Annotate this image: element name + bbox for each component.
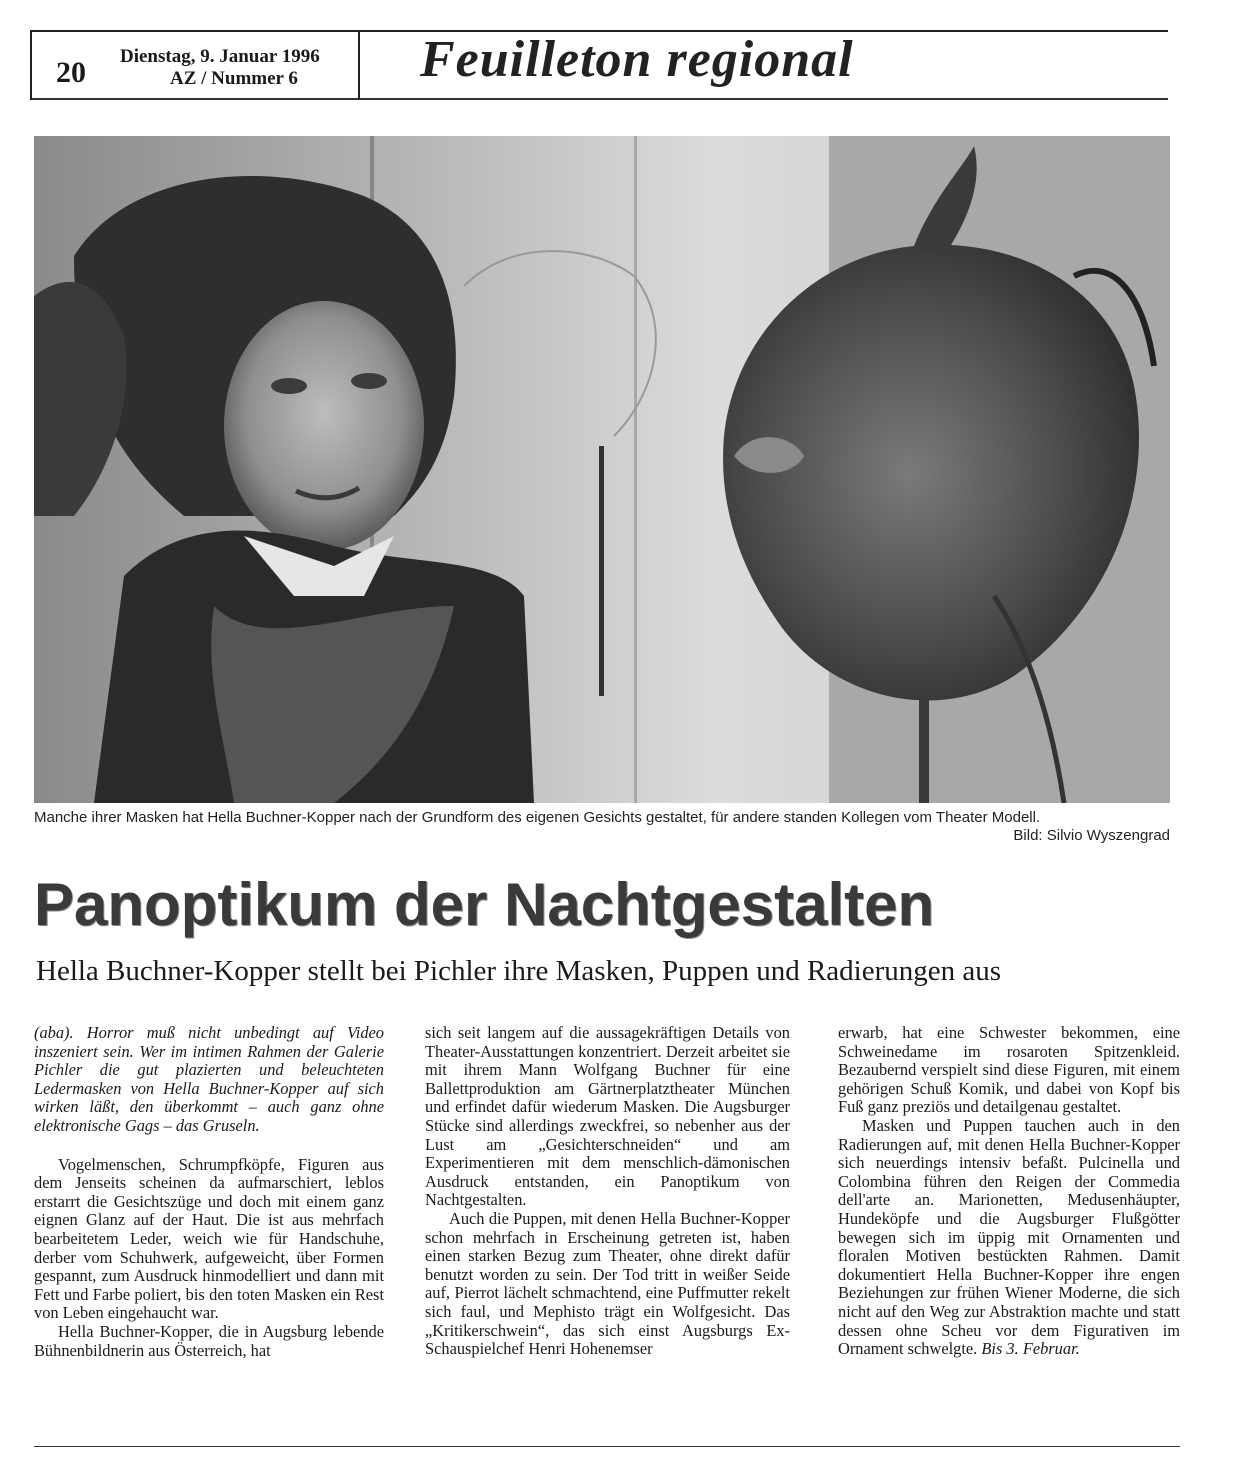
section-title: Feuilleton regional (420, 31, 854, 88)
photo-caption: Manche ihrer Masken hat Hella Buchner-Kopper nach der Grundform des eigenen Gesichts gestaltet, für andere standen Kollegen vom Theater Modell. (34, 809, 1041, 826)
article-paragraph: Vogelmenschen, Schrumpfköpfe, Figuren aus dem Jenseits scheinen da aufmarschiert, leblos erstarrt die Gesichtszüge und doch mit einem ganz eignen Glanz auf der Haut. Die ist aus mehrfach bearbeitetem Leder, weich wie für Handschuhe, derber vom Schuhwerk, aufgeweicht, über Formen gespannt, zum Ausdruck hinmodelliert und dann mit Fett und Farbe poliert, bis den toten Masken ein Rest von Leben eingehaucht war. (34, 1154, 384, 1323)
article-paragraph (838, 1117, 1180, 1359)
article-lead: (aba). Horror muß nicht unbedingt auf Video inszeniert sein. Wer im intimen Rahmen der Galerie Pichler die gut plazierten und beleuchteten Ledermasken von Hella Buchner-Kopper auf sich wirken läßt, den überkommt – auch ganz ohne elektronische Gags – das Gruseln. (34, 1023, 384, 1135)
article-paragraph: erwarb, hat eine Schwester bekommen, eine Schweinedame im rosaroten Spitzenkleid. Bezaubernd verspielt sind diese Figuren, mit einem gehörigen Schuß Komik, und dabei von Kopf bis Fuß ganz preziös und detailgenau gestaltet. (838, 1023, 1180, 1117)
page-number: 20 (56, 56, 86, 89)
article-headline: Panoptikum der Nachtgestalten (34, 871, 935, 938)
article-paragraph: sich seit langem auf die aussagekräftigen Details von Theater-Ausstattungen konzentriert. Derzeit arbeitet sie mit ihrem Mann Wolfgang Buchner für eine Ballettproduktion am Gärtnerplatztheater München und erfindet dafür wiederum Masken. Die Augsburger Stücke sind allerdings zweckfrei, so nebenher aus der Lust am „Gesichterschneiden“ und am Experimentieren mit dem menschlich-dämonischen Ausdruck entstanden, ein Panoptikum von Nachtgestalten. (425, 1023, 790, 1210)
bottom-rule (34, 1446, 1180, 1447)
publication-date: Dienstag, 9. Januar 1996 (120, 46, 320, 67)
photo-credit: Bild: Silvio Wyszengrad (1013, 827, 1170, 844)
article-paragraph-text: Masken und Puppen tauchen auch in den Radierungen auf, mit denen Hella Buchner-Kopper sich neuerdings intensiv befaßt. Pulcinella und Colombina führen den Reigen der Commedia dell'arte an. Marionetten, Medusenhäupter, Hundeköpfe und die Augsburger Flußgötter bewegen sich im üppig mit Ornamenten und floralen Motiven bestückten Rahmen. Damit dokumentiert Hella Buchner-Kopper ihre engen Beziehungen zur frühen Wiener Moderne, die sich nicht auf den Weg zur Abstraktion machte und statt dessen ohne Scheu vor dem Figurativen im Ornament schwelgte. (838, 1115, 1180, 1359)
header-divider (358, 30, 360, 100)
header-left-rule (30, 30, 32, 100)
header-bottom-rule (30, 98, 1168, 100)
article-paragraph: Auch die Puppen, mit denen Hella Buchner-Kopper schon mehrfach in Erscheinung getreten ist, haben einen starken Bezug zum Theater, ohne direkt dafür benutzt worden zu sein. Der Tod tritt in weißer Seide auf, Pierrot lächelt schmachtend, eine Puffmutter rekelt sich faul, und Mephisto trägt ein Wolfgesicht. Das „Kritikerschwein“, das sich einst Augsburgs Ex-Schauspielchef Henri Hohenemser (425, 1208, 790, 1359)
article-column-1 (34, 1024, 384, 1360)
article-photo (34, 136, 1170, 803)
article-column-2 (425, 1024, 790, 1359)
exhibition-end-date: Bis 3. Februar. (981, 1339, 1080, 1359)
article-paragraph: Hella Buchner-Kopper, die in Augsburg lebende Bühnenbildnerin aus Österreich, hat (34, 1321, 384, 1360)
issue-number: AZ / Nummer 6 (170, 68, 298, 89)
article-subheadline: Hella Buchner-Kopper stellt bei Pichler ihre Masken, Puppen und Radierungen aus (36, 955, 1002, 987)
article-column-3 (838, 1024, 1180, 1359)
